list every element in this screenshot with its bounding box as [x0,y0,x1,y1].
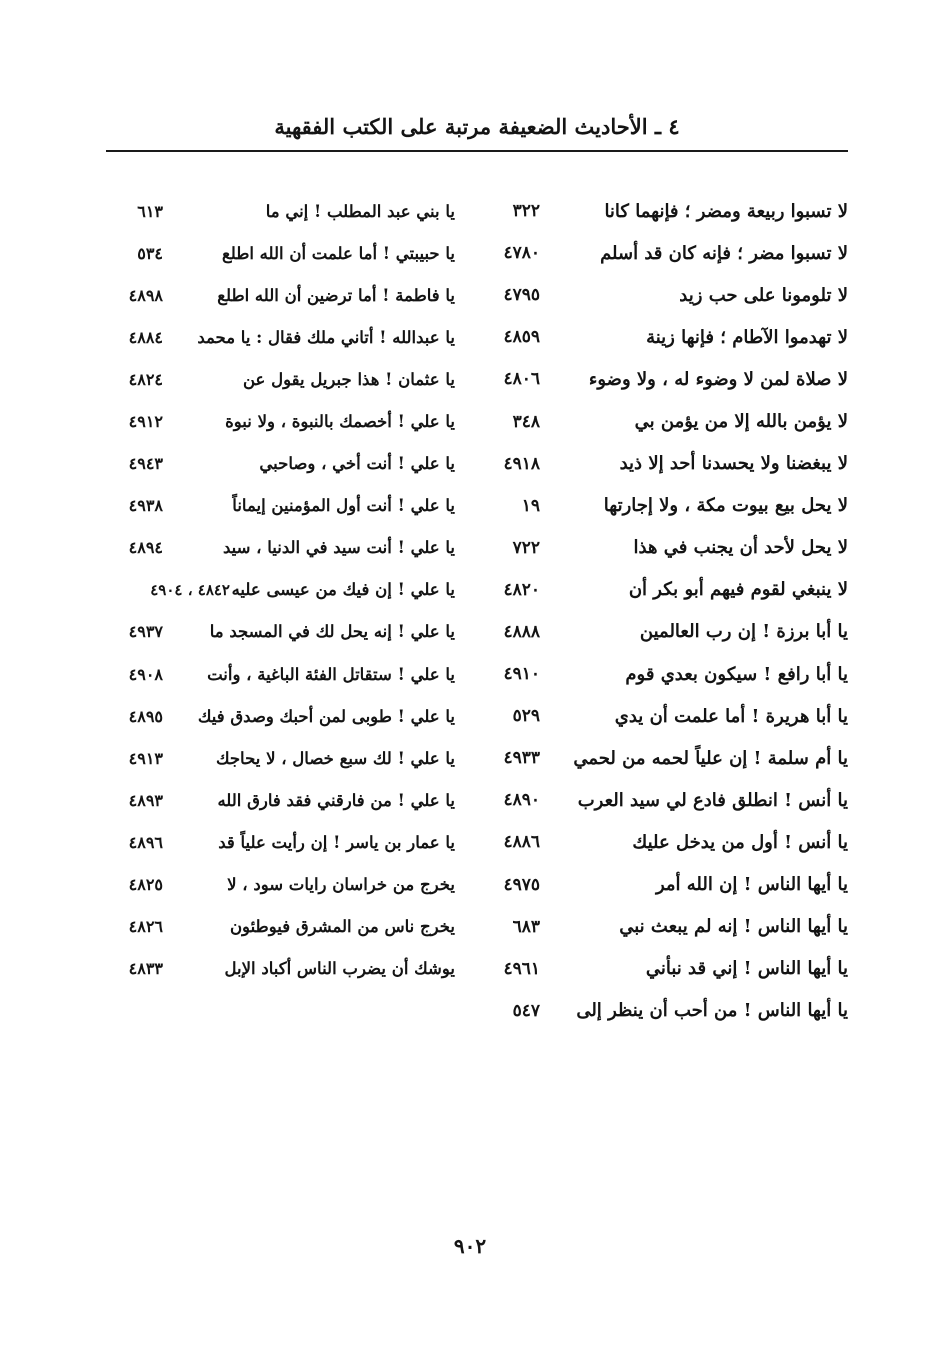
index-entry [503,695,848,737]
hadith-incipit: لا صلاة لمن لا وضوء له ، ولا وضوء [588,368,848,390]
hadith-number: ٤٨٣٣ [128,959,163,979]
index-entry [503,906,848,948]
hadith-incipit: يا علي ! ستقاتل الفئة الباغية ، وأنت [207,664,455,684]
hadith-number: ٤٩٣٧ [128,622,163,642]
hadith-number: ٤٨٢٦ [128,917,163,937]
hadith-incipit: يا أبا هريرة ! أما علمت أن يدي [614,705,848,727]
header-divider [106,150,848,152]
hadith-incipit: يوشك أن يضرب الناس أكباد الإبل [224,959,455,979]
hadith-number: ٤٩٧٥ [503,874,540,895]
hadith-incipit: لا تسبوا ربيعة ومضر ؛ فإنهما كانا [604,200,848,222]
hadith-incipit: يخرج من خراسان رايات سود ، لا [227,875,455,895]
hadith-incipit: يا أيها الناس ! إني قد نبأني [645,958,848,980]
hadith-incipit: يا علي ! أخصمك بالنبوة ، ولا نبوة [225,412,455,432]
hadith-incipit: لا يحل لأحد أن يجنب في هذا [633,537,848,559]
hadith-incipit: يا حبيبتي ! أما علمت أن الله اطلع [221,243,455,263]
index-entry [85,358,455,400]
hadith-number: ٤٨٥٩ [503,327,540,348]
hadith-number: ٤٨٢٥ [128,875,163,895]
hadith-incipit: يا بني عبد المطلب ! إني ما [265,201,455,221]
hadith-number: ٤٨٠٦ [503,369,540,390]
hadith-number: ٤٨٩٣ [128,790,163,810]
index-entry [503,400,848,442]
index-entry [85,400,455,442]
index-entry [85,906,455,948]
hadith-number: ٧٢٢ [512,537,540,558]
hadith-incipit: يا عثمان ! هذا جبريل يقول عن [242,369,455,389]
index-entry [503,358,848,400]
index-entry [85,821,455,863]
index-entry [503,190,848,232]
index-entry [85,316,455,358]
hadith-incipit: يا علي ! إن فيك من عيسى عليه [231,580,455,600]
index-entry [503,274,848,316]
hadith-number: ٤٩٣٣ [503,748,540,769]
hadith-number: ٤٨٢٠ [503,579,540,600]
hadith-incipit: يا فاطمة ! أما ترضين أن الله اطلع [217,285,455,305]
index-entry [85,653,455,695]
hadith-number: ٤٨٨٤ [128,327,163,347]
index-entry [85,527,455,569]
page-header-title: ٤ ـ الأحاديث الضعيفة مرتبة على الكتب الفقهية [274,114,680,139]
hadith-number: ٦١٣ [137,201,163,221]
hadith-incipit: يا أنس ! أول من يدخل عليك [632,831,848,853]
hadith-number: ٤٩٦١ [503,958,540,979]
hadith-incipit: يا أبا برزة ! إن رب العالمين [639,621,848,643]
hadith-number: ٤٨٢٤ [128,369,163,389]
hadith-number: ٤٧٨٠ [503,243,540,264]
index-entry [503,737,848,779]
hadith-number: ٥٤٧ [512,1000,540,1021]
index-entry [85,485,455,527]
hadith-number: ٤٨٩٥ [128,706,163,726]
hadith-number: ٤٩١٢ [128,412,163,432]
index-entry [503,990,848,1032]
hadith-incipit: يا أيها الناس ! إنه لم يبعث نبي [619,916,848,938]
hadith-incipit: يا علي ! أنت سيد في الدنيا ، سيد [222,538,455,558]
page-number: ٩٠٢ [453,1234,487,1258]
index-entry [503,443,848,485]
hadith-incipit: لا تلومونا على حب زيد [679,284,848,306]
index-entry [85,569,455,611]
hadith-number: ٤٩٤٣ [128,454,163,474]
hadith-number: ٤٨٩٤ [128,538,163,558]
index-entry [85,190,455,232]
index-entry [503,316,848,358]
hadith-number: ٥٣٤ [137,243,163,263]
hadith-incipit: يا علي ! لك سبع خصال ، لا يحاجك [215,748,455,768]
hadith-number: ٤٩١٠ [503,664,540,685]
index-entry [503,485,848,527]
hadith-number: ٤٨٨٨ [503,621,540,642]
index-entry [85,443,455,485]
hadith-incipit: يا عمار بن ياسر ! إن رأيت علياً قد [218,832,455,852]
index-entry [85,232,455,274]
hadith-incipit: يا أيها الناس ! إن الله أمر [655,874,848,896]
hadith-incipit: يا علي ! أنت أخي ، وصاحبي [259,454,455,474]
hadith-incipit: لا ينبغي لقوم فيهم أبو بكر أن [628,579,848,601]
page-header [106,112,848,152]
hadith-number: ٤٩١٣ [128,748,163,768]
hadith-incipit: يا أبا رافع ! سيكون بعدي قوم [625,663,848,685]
hadith-number: ٤٩٠٨ [128,664,163,684]
hadith-incipit: يخرج ناس من المشرق فيوطئون [229,917,455,937]
index-entry [503,821,848,863]
index-entry [85,274,455,316]
hadith-number: ٤٨٩٦ [128,832,163,852]
index-entry [503,527,848,569]
index-entry [503,653,848,695]
hadith-incipit: لا يبغضنا ولا يحسدنا أحد إلا ذيد [619,453,848,475]
index-entry [85,611,455,653]
hadith-incipit: يا عبدالله ! أتاني ملك فقال : يا محمد [197,327,455,347]
index-entry [503,864,848,906]
hadith-number: ٤٨٤٢ ، ٤٩٠٤ [150,580,230,599]
index-entry [503,779,848,821]
hadith-number: ٤٨٩٨ [128,285,163,305]
hadith-number: ٤٩٣٨ [128,496,163,516]
hadith-incipit: لا يحل بيع بيوت مكة ، ولا إجارتها [603,495,848,517]
index-entry [85,948,455,990]
hadith-incipit: يا علي ! من فارقني فقد فارق الله [217,790,455,810]
index-entry [503,232,848,274]
hadith-incipit: يا علي ! إنه يحل لك في المسجد ما [209,622,455,642]
index-entry [503,569,848,611]
index-entry [85,864,455,906]
hadith-incipit: لا تسبوا مضر ؛ فإنه كان قد أسلم [600,242,848,264]
index-entry [85,737,455,779]
hadith-number: ٤٨٨٦ [503,832,540,853]
hadith-incipit: يا أنس ! انطلق فادع لي سيد العرب [577,789,848,811]
hadith-incipit: لا تهدموا الآطام ؛ فإنها زينة [646,326,848,348]
hadith-incipit: لا يؤمن بالله إلا من يؤمن بي [634,411,848,433]
index-entry [85,695,455,737]
index-entry [503,948,848,990]
hadith-number: ٥٢٩ [512,706,540,727]
hadith-incipit: يا أيها الناس ! من أحب أن ينظر إلى [576,1000,848,1022]
hadith-incipit: يا علي ! طوبى لمن أحبك وصدق فيك [197,706,455,726]
hadith-incipit: يا أم سلمة ! إن علياً لحمه من لحمي [573,747,848,769]
hadith-number: ٤٧٩٥ [503,285,540,306]
index-entry [503,611,848,653]
index-column-right [503,190,848,1032]
index-entry [85,779,455,821]
hadith-number: ١٩ [521,495,540,516]
hadith-number: ٣٤٨ [512,411,540,432]
hadith-number: ٤٨٩٠ [503,790,540,811]
hadith-number: ٤٩١٨ [503,453,540,474]
hadith-number: ٣٢٢ [512,201,540,222]
index-column-left [85,190,455,990]
hadith-incipit: يا علي ! أنت أول المؤمنين إيماناً [232,496,455,516]
hadith-number: ٦٨٣ [512,916,540,937]
